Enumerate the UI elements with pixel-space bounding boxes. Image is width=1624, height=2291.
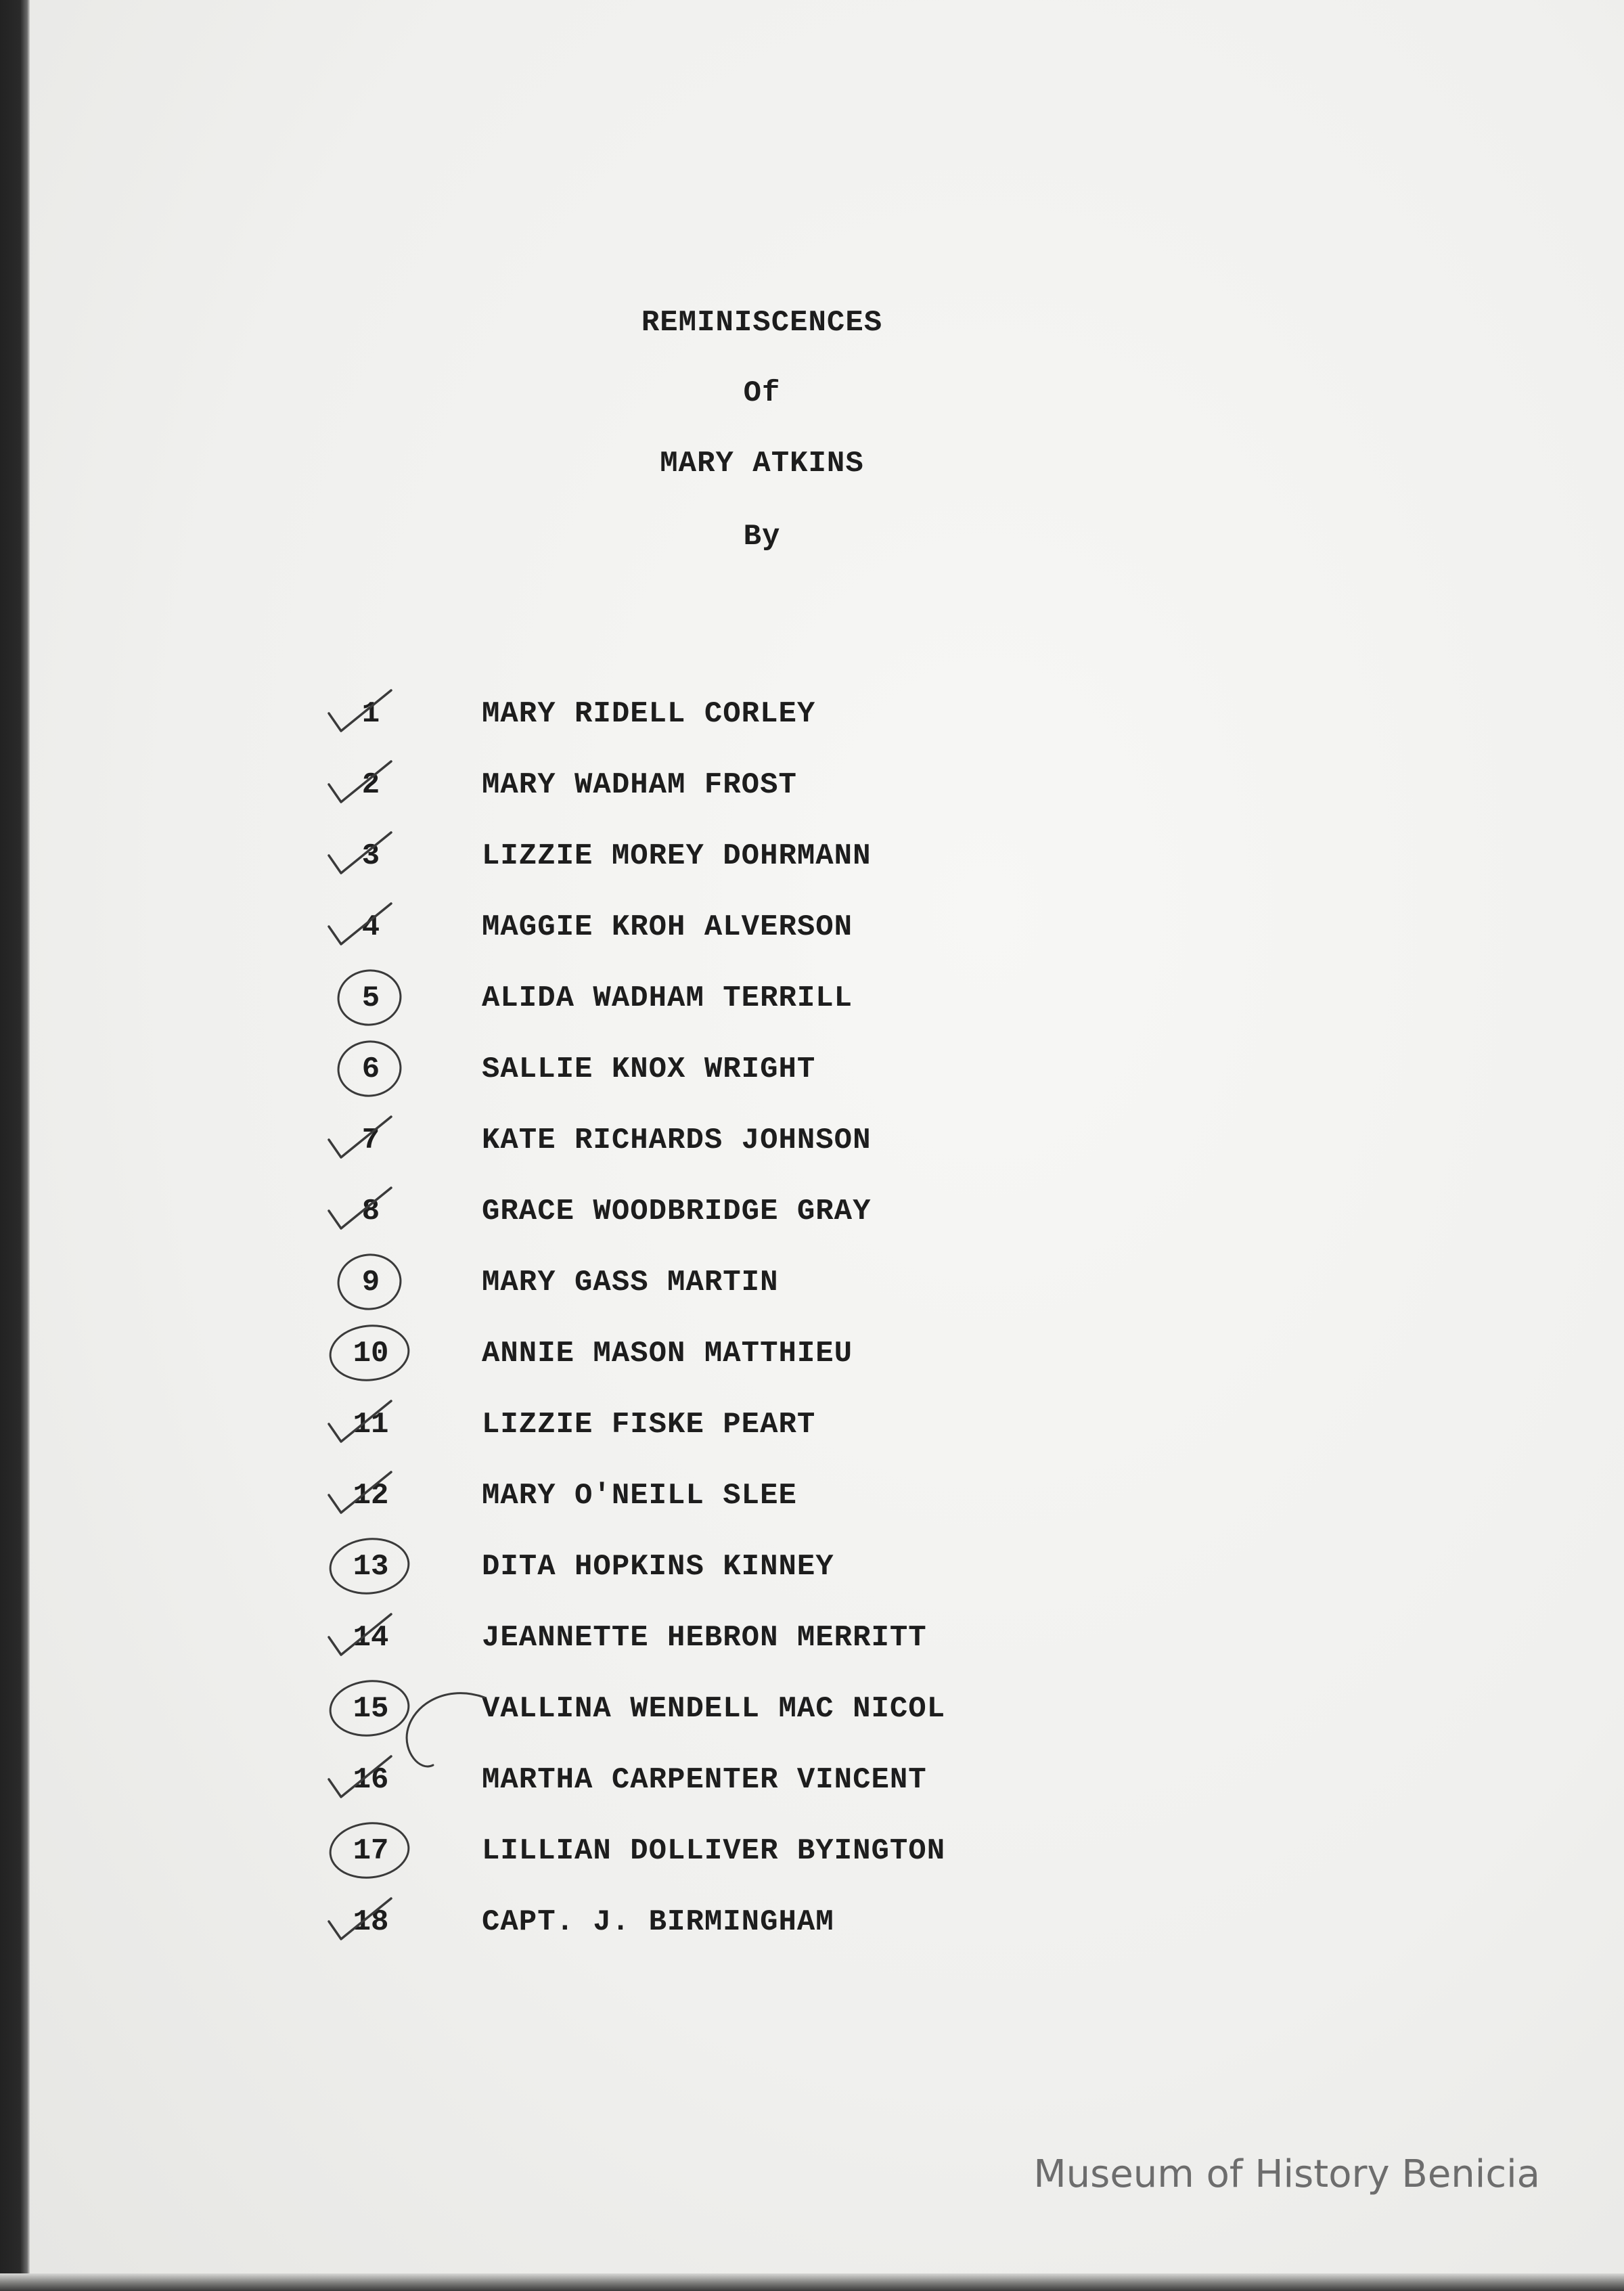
entry-name: ALIDA WADHAM TERRILL xyxy=(482,981,853,1015)
entry-name: MAGGIE KROH ALVERSON xyxy=(482,910,853,944)
entry-number: 18 xyxy=(353,1905,389,1939)
entry-number: 11 xyxy=(353,1408,389,1442)
entry-name: MARY WADHAM FROST xyxy=(482,768,797,802)
entry-number: 4 xyxy=(361,910,380,944)
entry-number: 10 xyxy=(353,1337,389,1371)
entry-name: GRACE WOODBRIDGE GRAY xyxy=(482,1195,872,1228)
entry-name: MARY RIDELL CORLEY xyxy=(482,697,816,731)
entry-name: MARTHA CARPENTER VINCENT xyxy=(482,1763,927,1797)
entry-name: KATE RICHARDS JOHNSON xyxy=(482,1124,872,1157)
entry-name: MARY O'NEILL SLEE xyxy=(482,1479,797,1513)
title-mary-atkins: MARY ATKINS xyxy=(660,447,864,481)
entry-number: 5 xyxy=(361,981,380,1015)
entry-number: 8 xyxy=(361,1195,380,1228)
entry-number: 12 xyxy=(353,1479,389,1513)
paper-left-edge xyxy=(0,0,30,2291)
entry-name: VALLINA WENDELL MAC NICOL xyxy=(482,1692,946,1726)
entry-number: 15 xyxy=(353,1692,389,1726)
entry-number: 2 xyxy=(361,768,380,802)
entry-name: JEANNETTE HEBRON MERRITT xyxy=(482,1621,927,1655)
entry-name: DITA HOPKINS KINNEY xyxy=(482,1550,834,1584)
entry-number: 16 xyxy=(353,1763,389,1797)
entry-number: 6 xyxy=(361,1052,380,1086)
entry-name: MARY GASS MARTIN xyxy=(482,1266,779,1299)
entry-number: 17 xyxy=(353,1834,389,1868)
paper-bottom-edge xyxy=(0,2273,1624,2291)
entry-name: LILLIAN DOLLIVER BYINGTON xyxy=(482,1834,946,1868)
title-of: Of xyxy=(743,376,781,410)
entry-number: 9 xyxy=(361,1266,380,1299)
title-reminiscences: REMINISCENCES xyxy=(641,306,883,340)
title-by: By xyxy=(743,520,781,554)
entry-number: 1 xyxy=(361,697,380,731)
entry-name: LIZZIE MOREY DOHRMANN xyxy=(482,839,872,873)
entry-number: 14 xyxy=(353,1621,389,1655)
entry-name: CAPT. J. BIRMINGHAM xyxy=(482,1905,834,1939)
entry-name: LIZZIE FISKE PEART xyxy=(482,1408,816,1442)
entry-number: 13 xyxy=(353,1550,389,1584)
entry-number: 7 xyxy=(361,1124,380,1157)
entry-number: 3 xyxy=(361,839,380,873)
entry-name: ANNIE MASON MATTHIEU xyxy=(482,1337,853,1371)
museum-watermark: Museum of History Benicia xyxy=(1033,2152,1540,2196)
entry-name: SALLIE KNOX WRIGHT xyxy=(482,1052,816,1086)
